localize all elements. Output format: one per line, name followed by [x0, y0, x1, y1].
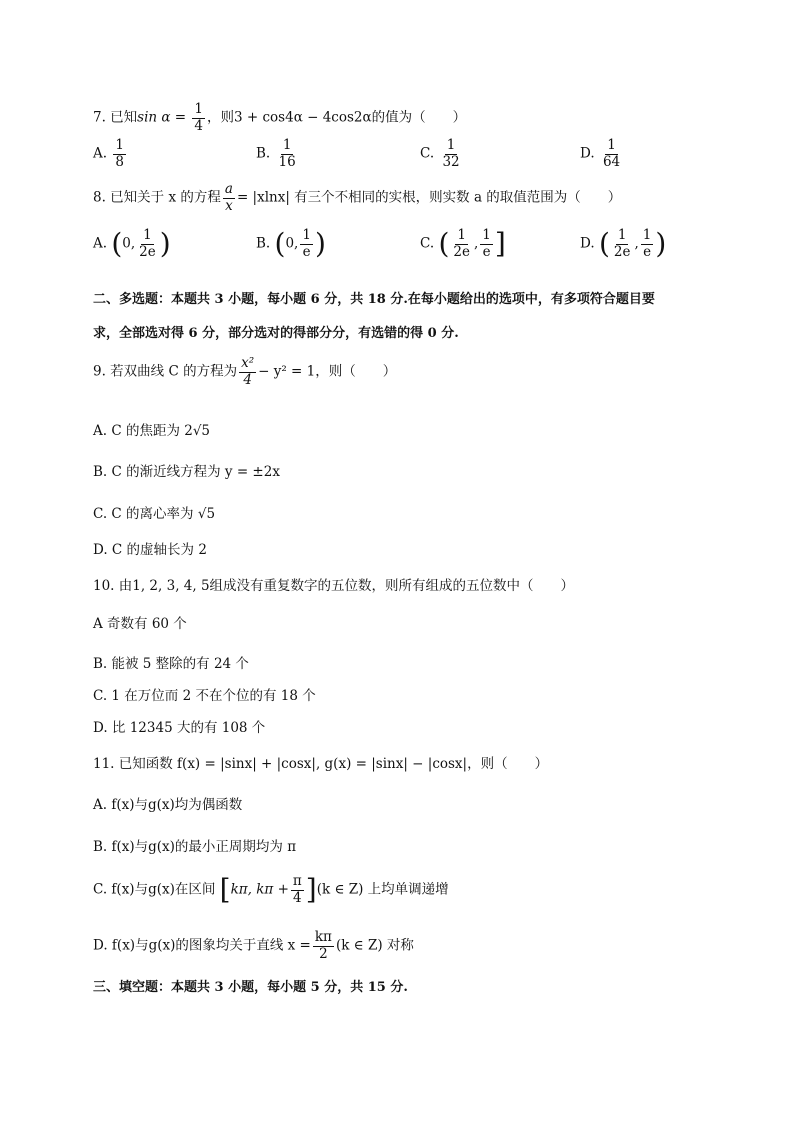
- q10-stem: 10. 由1, 2, 3, 4, 5组成没有重复数字的五位数，则所有组成的五位数中（ ）: [93, 578, 575, 594]
- q9-fraction: $\frac{\text{x²}}{4}$: [241, 355, 255, 388]
- q7-stem-suffix: ，则3 + cos4α − 4cos2α的值为（ ）: [207, 109, 467, 126]
- q8-option-a: A. (0, $\frac{1}{2e}$ ): [93, 227, 171, 261]
- q10-option-a: A 奇数有 60 个: [93, 616, 187, 632]
- q9-option-b: B. C 的渐近线方程为 y = ±2x: [93, 464, 280, 480]
- q8-stem-prefix: 8. 已知关于 x 的方程: [93, 189, 221, 206]
- q7-option-d: D. $\frac{1}{64}$: [580, 137, 621, 170]
- q7-stem-prefix: 7. 已知: [93, 109, 138, 126]
- q9-option-d: D. C 的虚轴长为 2: [93, 542, 207, 558]
- q9-stem-prefix: 9. 若双曲线 C 的方程为: [93, 363, 238, 380]
- section3-heading: 三、填空题：本题共 3 小题，每小题 5 分，共 15 分.: [93, 980, 408, 995]
- q7-option-b: B. $\frac{1}{16}$: [256, 137, 296, 170]
- q7-option-c: C. $\frac{1}{32}$: [420, 137, 460, 170]
- q11-option-c: C. f(x)与g(x)在区间 [kπ, kπ + $\frac{\pi}{4}$ ](k ∈ Z) 上均单调递增: [93, 873, 449, 907]
- q8-fraction: $\frac{a}{x}$: [224, 181, 233, 214]
- section2-heading-line1: 二、多选题：本题共 3 小题，每小题 6 分，共 18 分.在每小题给出的选项中，有多项符合题目要: [93, 292, 655, 307]
- q11-option-b: B. f(x)与g(x)的最小正周期均为 π: [93, 839, 297, 855]
- q8-option-d: D. ( $\frac{1}{2e}$ , $\frac{1}{e}$ ): [580, 227, 667, 261]
- q9-stem: [93, 356, 396, 388]
- q10-option-c: C. 1 在万位而 2 不在个位的有 18 个: [93, 688, 316, 704]
- q8-stem-suffix: = |xlnx| 有三个不相同的实根，则实数 a 的取值范围为（ ）: [236, 189, 622, 206]
- q8-option-c: C. ( $\frac{1}{2e}$ , $\frac{1}{e}$ ]: [420, 227, 506, 261]
- section2-heading-line2: 求，全部选对得 6 分，部分选对的得部分分，有选错的得 0 分.: [93, 326, 459, 341]
- q9-option-c: C. C 的离心率为 √5: [93, 506, 216, 522]
- q9-stem-suffix: − y² = 1，则（ ）: [258, 363, 397, 380]
- q8-option-b: B. (0, $\frac{1}{e}$ ): [256, 227, 326, 261]
- q10-option-b: B. 能被 5 整除的有 24 个: [93, 656, 249, 672]
- q11-stem: 11. 已知函数 f(x) = |sinx| + |cosx|, g(x) = |sinx| − |cosx|，则（ ）: [93, 756, 549, 772]
- q7-option-a: A. $\frac{1}{8}$: [93, 137, 124, 170]
- q7-condition: sin α =: [137, 109, 191, 126]
- q11-option-d: D. f(x)与g(x)的图象均关于直线 x = $\frac{k\pi}{2}$ (k ∈ Z) 对称: [93, 929, 414, 962]
- q11-option-a: A. f(x)与g(x)均为偶函数: [93, 797, 243, 813]
- q9-option-a: A. C 的焦距为 2√5: [93, 423, 211, 439]
- q10-option-d: D. 比 12345 大的有 108 个: [93, 720, 266, 736]
- q7-fraction: $\frac{1}{4}$: [194, 101, 204, 134]
- q7-stem: [93, 102, 466, 134]
- q8-stem: [93, 182, 621, 214]
